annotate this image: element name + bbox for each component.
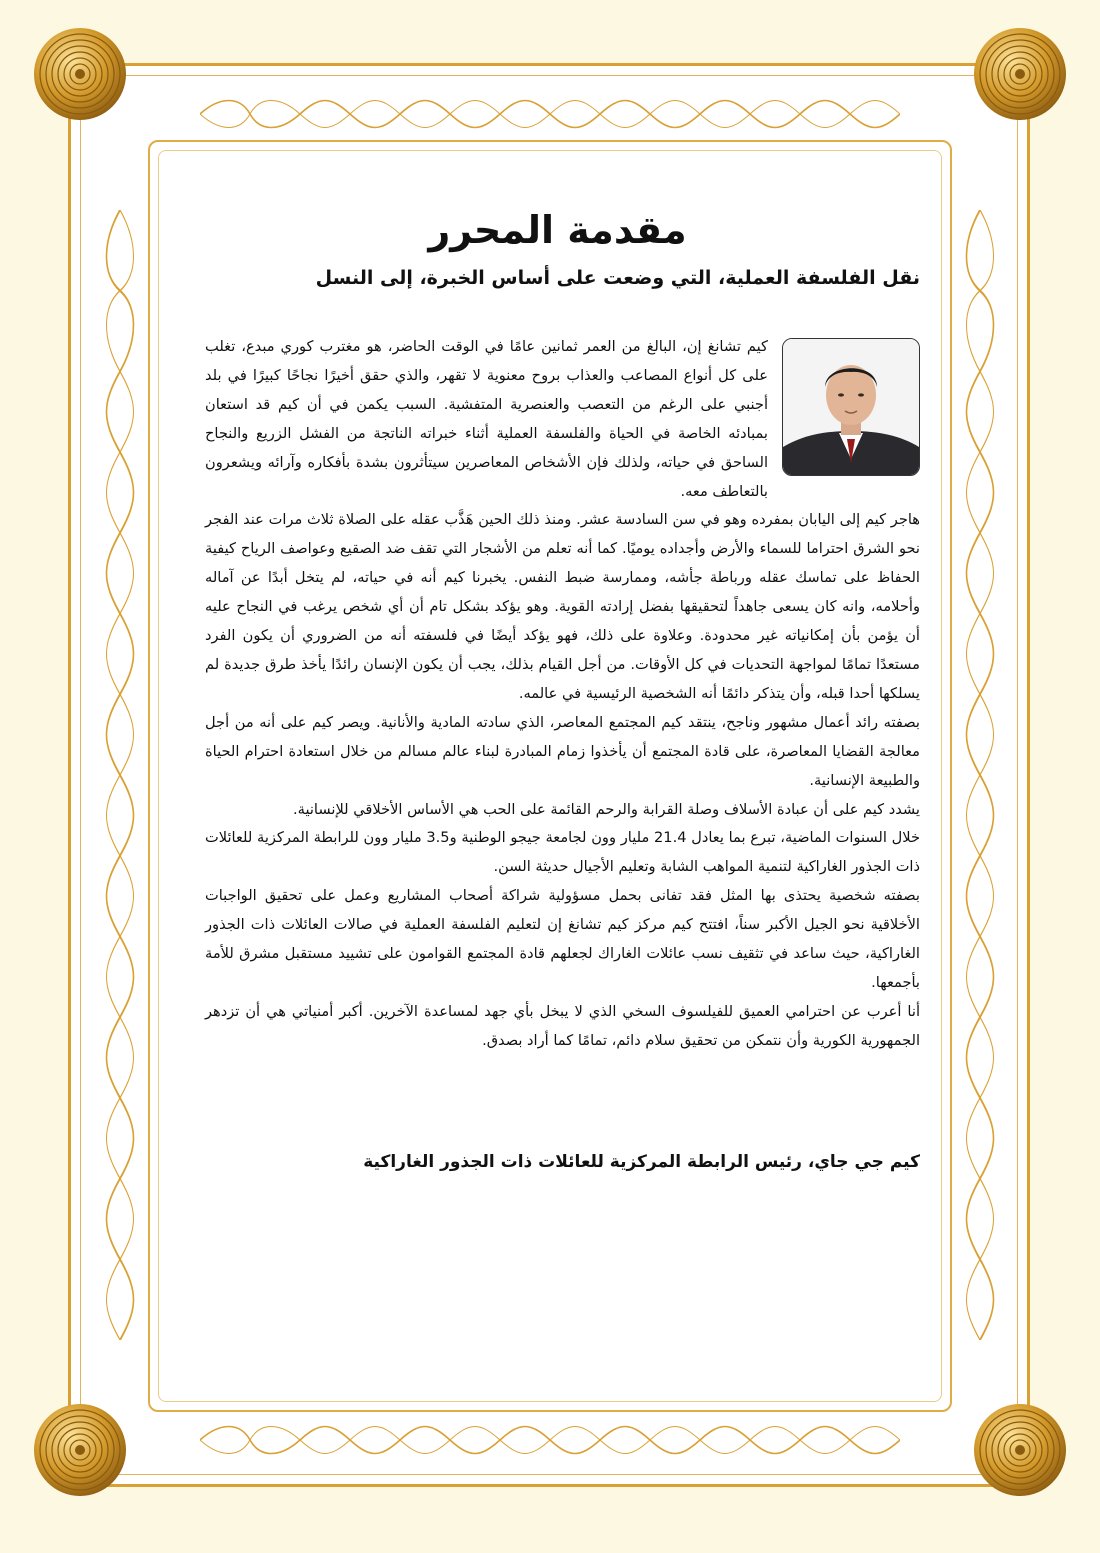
signature: كيم جي جاي، رئيس الرابطة المركزية للعائلات ذات الجذور الغاراكية bbox=[363, 1151, 920, 1172]
paragraph: هاجر كيم إلى اليابان بمفرده وهو في سن السادسة عشر. ومنذ ذلك الحين هَذَّب عقله على الصلاة ثلاث مرات عند الفجر نحو الشرق احتراما للسماء والأرض وأجداده يوميًا. كما أنه تعلم من الأشجار التي تقف ضد الصقيع وعواصف الرياح كيفية الحفاظ على تماسك عقله ورباطة جأشه، وممارسة ضبط النفس. يخبرنا كيم أنه في حياته، لم يتخل أبدًا عن آماله وأحلامه، وانه كان يسعى جاهداً لتحقيقها بفضل إرادته القوية. وهو يؤكد بشكل تام أن أي شخص يرغب في النجاح عليه أن يؤمن بأن إمكانياته غير محدودة. وعلاوة على ذلك، فهو يؤكد أيضًا في فلسفته أنه من الضروري أن يكون الفرد مستعدًا تمامًا لمواجهة التحديات في كل الأوقات. من أجل القيام بذلك، يجب أن يكون الإنسان رائدًا يأخذ طرق جديدة لم يسلكها أحدا قبله، وأن يتذكر دائمًا أنه الشخصية الرئيسية في عالمه. bbox=[205, 511, 920, 702]
page-subtitle: نقل الفلسفة العملية، التي وضعت على أساس الخبرة، إلى النسل bbox=[315, 267, 920, 289]
paragraph: بصفته شخصية يحتذى بها المثل فقد تفانى بحمل مسؤولية شراكة أصحاب المشاريع وعمل على تحقيق الواجبات الأخلاقية نحو الجيل الأكبر سناً، افتتح كيم مركز كيم تشانغ إن لتعليم الفلسفة العملية في صالات العائلات ذات الجذور الغاراكية، حيث ساعد في تثقيف نسب عائلات الغاراك لجعلهم قادة المجتمع القوامون على تشييد مستقبل مشرق للأمة بأجمعها. bbox=[205, 887, 920, 991]
scroll-ornament-icon bbox=[200, 1418, 900, 1462]
paragraph: يشدد كيم على أن عبادة الأسلاف وصلة القرابة والرحم القائمة على الحب هي الأساس الأخلاقي للإنسانية. bbox=[292, 800, 920, 818]
gold-rosette-icon bbox=[30, 24, 130, 124]
page-title: مقدمة المحرر bbox=[428, 208, 687, 252]
paragraph: أنا أعرب عن احترامي العميق للفيلسوف السخي الذي لا يبخل بأي جهد لمساعدة الآخرين. أكبر أمنياتي هي أن تزدهر الجمهورية الكورية وأن نتمكن من تحقيق سلام دائم، تمامًا كما أراد بصدق. bbox=[205, 1002, 920, 1049]
gold-rosette-icon bbox=[970, 24, 1070, 124]
gold-rosette-icon bbox=[30, 1400, 130, 1500]
portrait-photo bbox=[782, 338, 920, 476]
scroll-ornament-icon bbox=[98, 210, 142, 1340]
paragraph: خلال السنوات الماضية، تبرع بما يعادل 21.4 مليار وون لجامعة جيجو الوطنية و3.5 مليار وون للرابطة المركزية للعائلات ذات الجذور الغاراكية لتنمية المواهب الشابة وتعليم الأجيال حديثة السن. bbox=[205, 829, 920, 876]
gold-rosette-icon bbox=[970, 1400, 1070, 1500]
paragraph: بصفته رائد أعمال مشهور وناجح، ينتقد كيم المجتمع المعاصر، الذي سادته المادية والأنانية. ويصر كيم على أنه من أجل معالجة القضايا المعاصرة، على قادة المجتمع أن يأخذوا زمام المبادرة لبناء عالم مسالم من خلال استعادة احترام الحياة والطبيعة الإنسانية. bbox=[205, 713, 920, 789]
document-content bbox=[205, 195, 920, 1176]
scroll-ornament-icon bbox=[200, 92, 900, 136]
document-body bbox=[205, 333, 920, 1056]
scroll-ornament-icon bbox=[958, 210, 1002, 1340]
paragraph: كيم تشانغ إن، البالغ من العمر ثمانين عامًا في الوقت الحاضر، هو مغترب كوري مبدع، تغلب على كل أنواع المصاعب والعذاب بروح معنوية لا تقهر، والذي حقق أخيرًا نجاحًا كبيرًا في بلد أجنبي على الرغم من التعصب والعنصرية المتفشية. السبب يكمن في أن كيم قد استعان بمبادئه الخاصة في الحياة والفلسفة العملية أثناء خبراته الناتجة من الفشل الزريع والنجاح الساحق في حياته، ولذلك فإن الأشخاص المعاصرين سيتأثرون بشدة بأفكاره وآرائه ويشعرون بالتعاطف معه. bbox=[205, 338, 768, 500]
